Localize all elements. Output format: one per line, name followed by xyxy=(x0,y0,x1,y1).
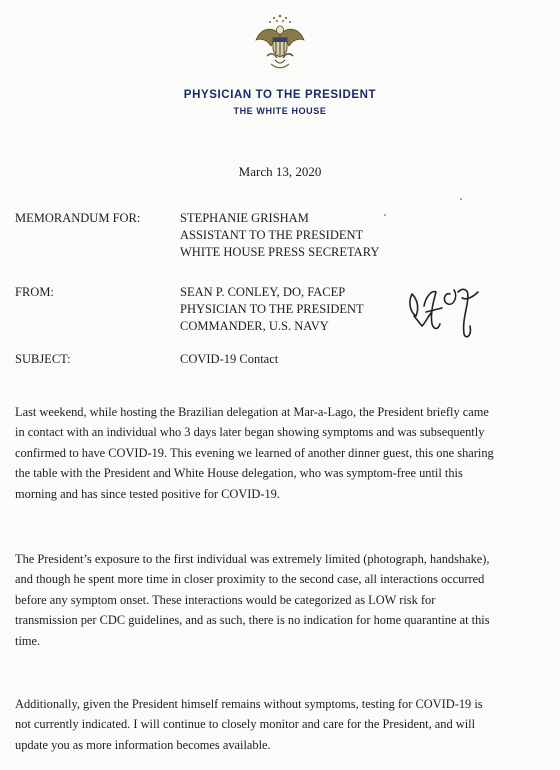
from-label: FROM: xyxy=(15,285,54,299)
body-paragraph-3 xyxy=(15,694,553,755)
recipient-line: WHITE HOUSE PRESS SECRETARY xyxy=(180,245,380,259)
scan-speck xyxy=(460,198,462,200)
presidential-seal-icon xyxy=(253,12,307,72)
body-paragraph-2 xyxy=(15,549,553,651)
sender-line: PHYSICIAN TO THE PRESIDENT xyxy=(180,302,364,316)
paragraph-line: time. xyxy=(15,633,41,648)
paragraph-line: and though he spent more time in closer proximity to the second case, all interactions occurred xyxy=(15,572,485,587)
paragraph-line: morning and has since tested positive for COVID-19. xyxy=(15,486,280,501)
scan-speck xyxy=(384,214,386,216)
paragraph-line: update you as more information becomes available. xyxy=(15,737,271,752)
paragraph-line: the table with the President and White House delegation, who was symptom-free until this xyxy=(15,466,463,481)
paragraph-line: Last weekend, while hosting the Brazilian delegation at Mar-a-Lago, the President briefly came xyxy=(15,405,489,419)
from-sender xyxy=(180,284,364,335)
subject-value: COVID-19 Contact xyxy=(180,352,279,366)
memorandum-for-recipient xyxy=(180,210,379,261)
paragraph-line: not currently indicated. I will continue to closely monitor and care for the President, and will xyxy=(15,717,476,732)
paragraph-line: confirmed to have COVID-19. This evening we learned of another dinner guest, this one sharing xyxy=(15,445,494,460)
paragraph-line: transmission per CDC guidelines, and as such, there is no indication for home quarantine at this xyxy=(15,613,490,628)
memo-date: March 13, 2020 xyxy=(238,164,322,179)
body-paragraph-1 xyxy=(15,402,553,504)
paragraph-line: Additionally, given the President himself remains without symptoms, testing for COVID-19 is xyxy=(15,697,483,711)
memorandum-for-label: MEMORANDUM FOR: xyxy=(15,211,141,225)
sender-line: COMMANDER, U.S. NAVY xyxy=(180,319,329,333)
letterhead-title: PHYSICIAN TO THE PRESIDENT xyxy=(183,89,377,101)
handwritten-signature xyxy=(402,276,492,342)
recipient-line: STEPHANIE GRISHAM xyxy=(180,211,309,225)
letterhead-subtitle: THE WHITE HOUSE xyxy=(233,106,327,116)
sender-line: SEAN P. CONLEY, DO, FACEP xyxy=(180,285,346,299)
paragraph-line: The President’s exposure to the first individual was extremely limited (photograph, handshake), xyxy=(15,552,490,566)
recipient-line: ASSISTANT TO THE PRESIDENT xyxy=(180,228,364,242)
subject-label: SUBJECT: xyxy=(15,352,71,366)
paragraph-line: in contact with an individual who 3 days later began showing symptoms and was subsequently xyxy=(15,425,485,440)
paragraph-line: before any symptom onset. These interactions would be categorized as LOW risk for xyxy=(15,592,436,607)
